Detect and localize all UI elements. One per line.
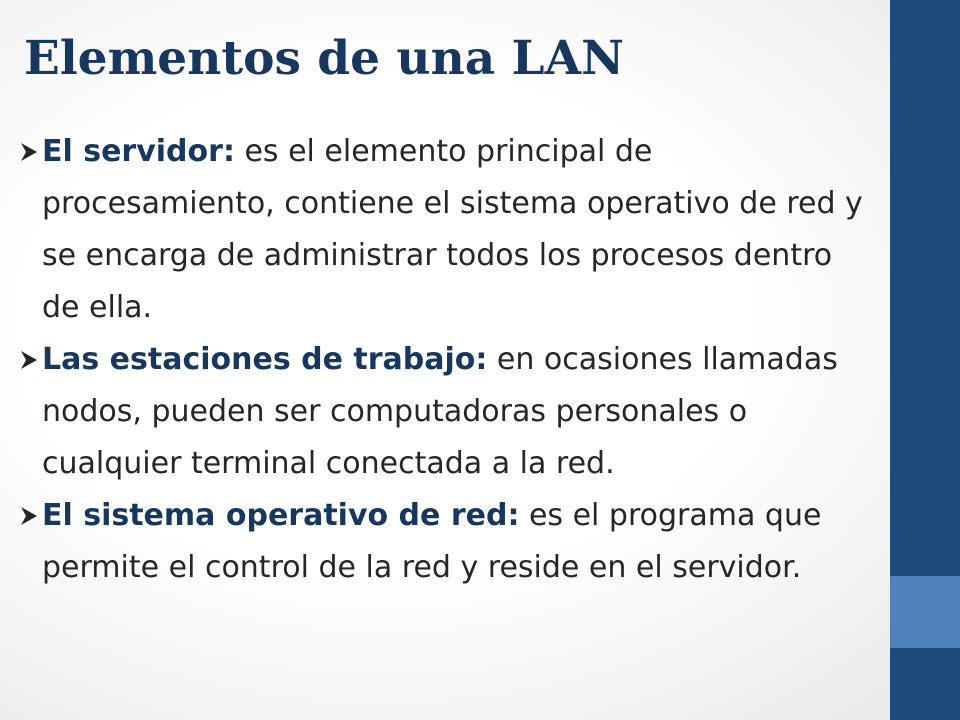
bullet-list	[20, 126, 875, 594]
bullet-term: El servidor:	[42, 134, 235, 169]
bullet-item-sistema-operativo	[20, 490, 875, 594]
slide-title: Elementos de una LAN	[24, 31, 625, 86]
bullet-term: Las estaciones de trabajo:	[42, 342, 488, 377]
bullet-text: es el elemento principal de procesamiento, contiene el sistema operativo de red y se encarga de administrar todos los procesos dentro de ella.	[42, 134, 863, 325]
side-bar-accent	[890, 576, 960, 648]
arrowhead-bullet-icon	[20, 334, 40, 386]
bullet-text: es el programa que permite el control de la red y reside en el servidor.	[42, 498, 822, 585]
bullet-text: en ocasiones llamadas nodos, pueden ser computadoras personales o cualquier terminal conectada a la red.	[42, 342, 838, 481]
arrowhead-bullet-icon	[20, 490, 40, 542]
side-bar	[890, 0, 960, 720]
bullet-term: El sistema operativo de red:	[42, 498, 520, 533]
bullet-item-servidor	[20, 126, 875, 334]
bullet-item-estaciones	[20, 334, 875, 490]
arrowhead-bullet-icon	[20, 126, 40, 178]
